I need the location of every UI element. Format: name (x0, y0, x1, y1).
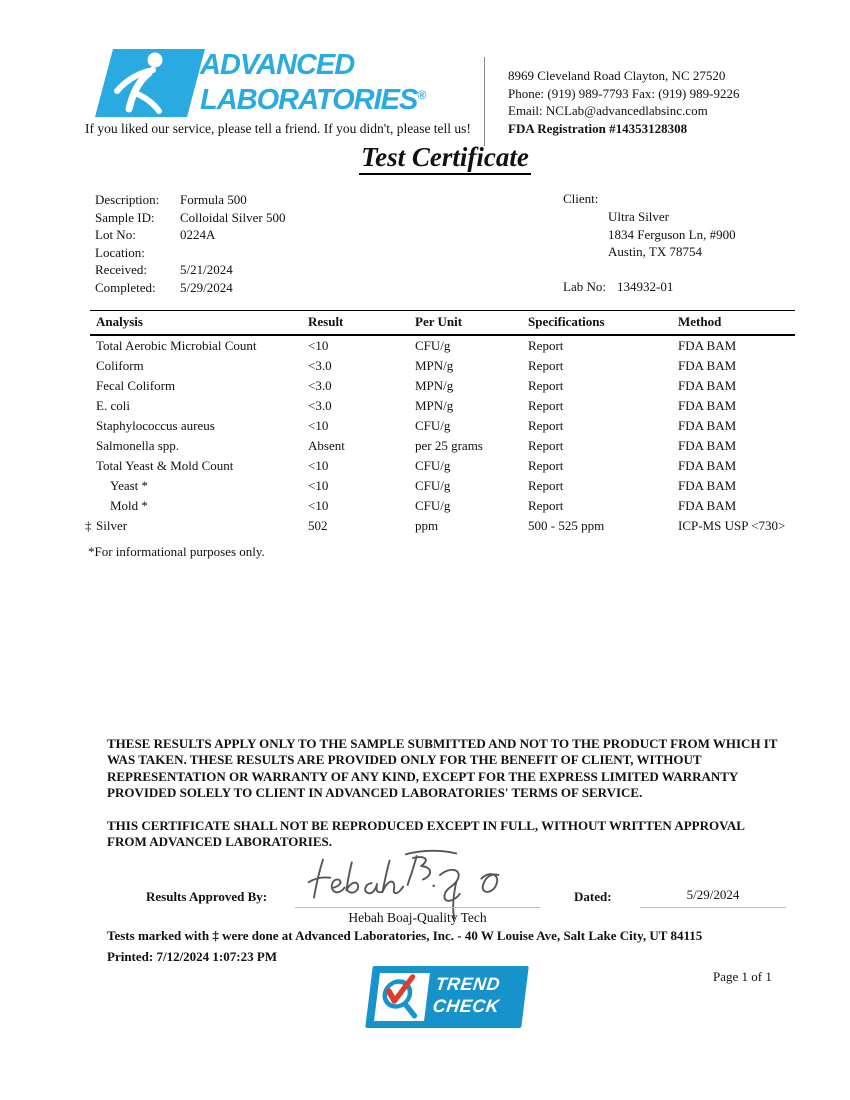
trend-check-line2: CHECK (431, 995, 501, 1016)
sample-info-label: Received: (95, 262, 147, 278)
cell-per-unit: CFU/g (415, 498, 451, 513)
signature-line (295, 907, 540, 908)
trend-check-logo (365, 966, 529, 1028)
service-tagline: If you liked our service, please tell a friend. If you didn't, please tell us! (85, 121, 471, 136)
cell-per-unit: MPN/g (415, 378, 454, 393)
cell-specifications: Report (528, 358, 564, 373)
lab-email: Email: NCLab@advancedlabsinc.com (508, 103, 708, 118)
table-row (90, 516, 795, 536)
trend-check-wordmark (432, 974, 504, 1017)
client-label: Client: (563, 191, 599, 206)
trend-check-magnifier-panel (374, 973, 430, 1021)
col-header-analysis: Analysis (90, 311, 302, 336)
cell-result: Absent (308, 438, 345, 453)
cell-analysis: Total Aerobic Microbial Count (96, 338, 257, 353)
table-row (90, 376, 795, 396)
lab-phone-fax: Phone: (919) 989-7793 Fax: (919) 989-9226 (508, 85, 740, 101)
results-table (85, 310, 795, 536)
client-city: Austin, TX 78754 (608, 244, 703, 260)
cell-per-unit: per 25 grams (415, 438, 483, 453)
cell-per-unit: CFU/g (415, 458, 451, 473)
cell-method: FDA BAM (678, 498, 737, 513)
table-row (90, 436, 795, 456)
sample-info-value: 5/29/2024 (180, 279, 233, 295)
informational-footnote: *For informational purposes only. (88, 544, 265, 559)
cell-per-unit: CFU/g (415, 338, 451, 353)
lab-no-label: Lab No: (563, 279, 606, 294)
table-row (90, 416, 795, 436)
lab-no-value: 134932-01 (617, 279, 674, 294)
document-title: Test Certificate (0, 142, 850, 173)
cell-specifications: Report (528, 378, 564, 393)
date-line (640, 907, 786, 908)
cell-analysis: Yeast * (110, 478, 149, 493)
lab-contact-block (508, 67, 739, 137)
cell-analysis: Staphylococcus aureus (96, 418, 215, 433)
cell-result: <3.0 (308, 358, 332, 373)
trend-check-line1: TREND (434, 974, 502, 994)
cell-per-unit: ppm (415, 518, 439, 533)
cell-specifications: Report (528, 338, 564, 353)
cell-result: <10 (308, 458, 329, 473)
cell-per-unit: MPN/g (415, 398, 454, 413)
cell-method: FDA BAM (678, 458, 737, 473)
registered-trademark-symbol: ® (417, 88, 427, 102)
sample-info-row (95, 209, 285, 227)
col-header-specifications: Specifications (522, 311, 672, 336)
sample-info-value: 5/21/2024 (180, 262, 233, 278)
sample-info-value: Colloidal Silver 500 (180, 209, 286, 225)
client-address-block (608, 208, 736, 261)
cell-result: <3.0 (308, 398, 332, 413)
sample-info-label: Description: (95, 192, 160, 207)
cell-method: FDA BAM (678, 418, 737, 433)
cell-method: FDA BAM (678, 358, 737, 373)
table-row (90, 356, 795, 376)
table-row (90, 476, 795, 496)
sample-info-value: 0224A (180, 227, 216, 243)
sample-info-row (95, 244, 285, 262)
fda-registration: FDA Registration #14353128308 (508, 120, 688, 136)
results-table-header-row (90, 311, 795, 336)
cell-result: 502 (308, 518, 328, 533)
cell-per-unit: CFU/g (415, 418, 451, 433)
cell-analysis: Mold * (110, 498, 148, 513)
cell-specifications: Report (528, 398, 564, 413)
cell-result: <3.0 (308, 378, 332, 393)
sample-info-label: Completed: (95, 279, 156, 295)
dated-label: Dated: (574, 889, 612, 904)
cell-analysis: Total Yeast & Mold Count (96, 458, 234, 473)
col-header-method: Method (672, 311, 795, 336)
cell-per-unit: MPN/g (415, 358, 454, 373)
sample-info-label: Sample ID: (95, 209, 155, 225)
cell-method: ICP-MS USP <730> (678, 518, 786, 533)
cell-analysis: ‡ Silver (85, 518, 128, 533)
advanced-laboratories-logo-icon (95, 47, 205, 119)
cell-method: FDA BAM (678, 338, 737, 353)
cell-analysis: Salmonella spp. (96, 438, 180, 453)
cell-specifications: Report (528, 418, 564, 433)
sample-info-label: Lot No: (95, 227, 136, 243)
cell-per-unit: CFU/g (415, 478, 451, 493)
disclaimer-paragraph-1: THESE RESULTS APPLY ONLY TO THE SAMPLE SUBMITTED AND NOT TO THE PRODUCT FROM WHICH IT WAS TAKEN. THESE RESULTS ARE PROVIDED ONLY FOR THE BENEFIT OF CLIENT, WITHOUT REPRESENTATION OR WARRANTY OF ANY KIND, EXCEPT FOR THE EXPRESS LIMITED WARRANTY PROVIDED SOLELY TO CLIENT IN ADVANCED LABORATORIES' TERMS OF SERVICE. (107, 736, 778, 801)
client-street: 1834 Ferguson Ln, #900 (608, 226, 736, 242)
table-row (90, 396, 795, 416)
signer-name: Hebah Boaj-Quality Tech (348, 910, 487, 925)
cell-specifications: Report (528, 438, 564, 453)
cell-analysis: Coliform (96, 358, 144, 373)
page-number: Page 1 of 1 (713, 969, 772, 984)
double-dagger-marker: ‡ (85, 518, 92, 533)
sample-info-row (95, 261, 285, 279)
results-approved-by-label: Results Approved By: (146, 889, 268, 904)
cell-result: <10 (308, 478, 329, 493)
tests-marker-note: Tests marked with ‡ were done at Advanced Laboratories, Inc. - 40 W Louise Ave, Salt Lake City, UT 84115 (107, 928, 703, 943)
disclaimer-block (107, 736, 779, 850)
header-divider (484, 57, 485, 146)
table-row (90, 496, 795, 516)
disclaimer-paragraph-2: THIS CERTIFICATE SHALL NOT BE REPRODUCED EXCEPT IN FULL, WITHOUT WRITTEN APPROVAL FROM ADVANCED LABORATORIES. (107, 817, 745, 850)
sample-info-value: Formula 500 (180, 192, 247, 207)
cell-method: FDA BAM (678, 378, 737, 393)
lab-wordmark-line2: LABORATORIES® (200, 84, 427, 116)
cell-analysis: E. coli (96, 398, 130, 413)
lab-address: 8969 Cleveland Road Clayton, NC 27520 (508, 68, 726, 83)
cell-method: FDA BAM (678, 398, 737, 413)
cell-analysis: Fecal Coliform (96, 378, 176, 393)
sample-info-row (95, 191, 285, 209)
sample-info-block (95, 191, 285, 297)
results-table-body (85, 335, 795, 536)
magnifier-check-icon (374, 973, 430, 1021)
col-header-per-unit: Per Unit (409, 311, 522, 336)
sample-info-row (95, 279, 285, 297)
lab-wordmark-line1: ADVANCED (200, 49, 355, 81)
cell-result: <10 (308, 498, 329, 513)
cell-specifications: 500 - 525 ppm (528, 518, 605, 533)
sample-info-label: Location: (95, 244, 145, 260)
printed-timestamp: Printed: 7/12/2024 1:07:23 PM (107, 949, 278, 964)
cell-specifications: Report (528, 478, 564, 493)
client-name: Ultra Silver (608, 209, 670, 224)
cell-specifications: Report (528, 458, 564, 473)
sample-info-row (95, 226, 285, 244)
cell-result: <10 (308, 418, 329, 433)
cell-method: FDA BAM (678, 478, 737, 493)
table-row (90, 456, 795, 476)
col-header-result: Result (302, 311, 409, 336)
cell-method: FDA BAM (678, 438, 737, 453)
cell-specifications: Report (528, 498, 564, 513)
lab-wordmark (200, 50, 426, 115)
table-row (90, 335, 795, 356)
date-value: 5/29/2024 (686, 887, 740, 902)
cell-result: <10 (308, 338, 329, 353)
